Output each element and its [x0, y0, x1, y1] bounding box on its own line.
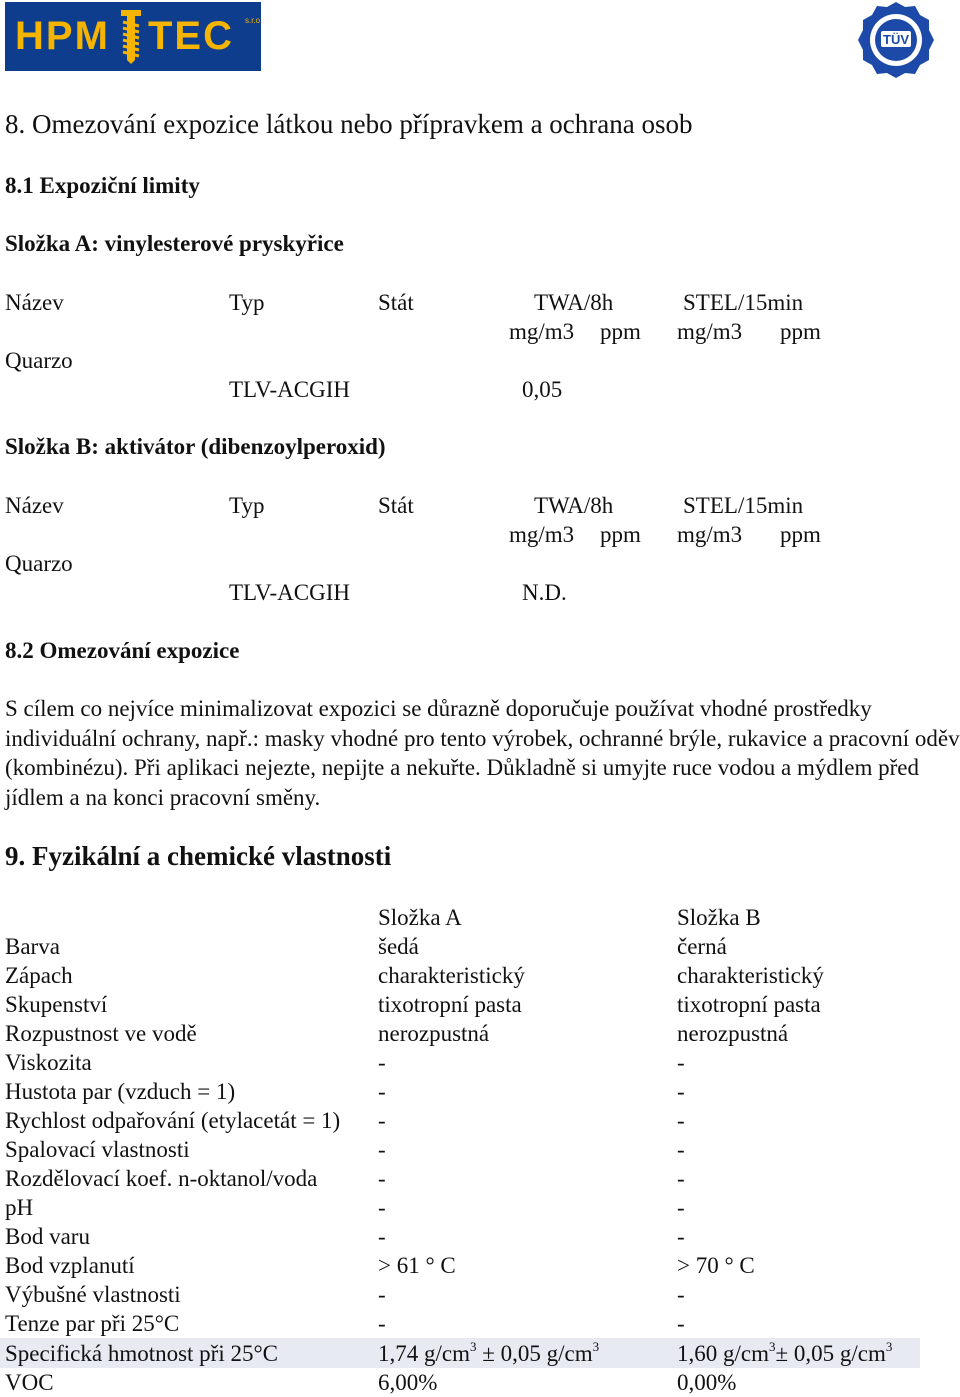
- property-label: Rozdělovací koef. n-oktanol/voda: [5, 1166, 318, 1191]
- property-label: pH: [5, 1195, 34, 1220]
- unit-ppm-stel: ppm: [780, 522, 821, 547]
- voc-label: VOC: [5, 1370, 54, 1395]
- property-label: Viskozita: [5, 1050, 92, 1075]
- col-stat: Stát: [378, 290, 414, 315]
- col-typ: Typ: [229, 290, 265, 315]
- property-label: Výbušné vlastnosti: [5, 1282, 181, 1307]
- density-a-value: 1,74 g/cm: [378, 1341, 470, 1366]
- property-label: Zápach: [5, 963, 73, 988]
- section-9-number: 9.: [5, 841, 26, 871]
- property-value-a: -: [378, 1282, 386, 1307]
- col-nazev: Název: [5, 290, 64, 315]
- unit-ppm-stel: ppm: [780, 319, 821, 344]
- svg-text:TÜV: TÜV: [883, 32, 909, 47]
- col-stel: STEL/15min: [683, 493, 804, 518]
- density-a-exp: 3: [470, 1339, 477, 1354]
- col-header-b: Složka B: [677, 905, 761, 930]
- substance-name: Quarzo: [5, 551, 73, 576]
- logo-suffix: s.r.o.: [245, 16, 263, 25]
- property-value-a: tixotropní pasta: [378, 992, 522, 1017]
- property-value-a: -: [378, 1108, 386, 1133]
- section-8-2-title: 8.2 Omezování expozice: [5, 638, 240, 663]
- property-value-a: -: [378, 1224, 386, 1249]
- component-a-heading: Složka A: vinylesterové pryskyřice: [5, 231, 344, 256]
- component-b-heading: Složka B: aktivátor (dibenzoylperoxid): [5, 434, 386, 459]
- col-typ: Typ: [229, 493, 265, 518]
- substance-name: Quarzo: [5, 348, 73, 373]
- density-b-exp: 3: [769, 1339, 776, 1354]
- property-label: Barva: [5, 934, 60, 959]
- property-value-b: černá: [677, 934, 727, 959]
- col-twa: TWA/8h: [534, 493, 614, 518]
- unit-mg-stel: mg/m3: [677, 319, 743, 344]
- property-value-a: nerozpustná: [378, 1021, 490, 1046]
- density-label: Specifická hmotnost při 25°C: [5, 1341, 279, 1366]
- limit-type: TLV-ACGIH: [229, 377, 350, 402]
- screw-icon: [118, 10, 144, 64]
- unit-ppm-twa: ppm: [600, 319, 641, 344]
- col-stat: Stát: [378, 493, 414, 518]
- property-value-b: -: [677, 1050, 685, 1075]
- voc-b: 0,00%: [677, 1370, 737, 1395]
- col-twa: TWA/8h: [534, 290, 614, 315]
- property-value-b: charakteristický: [677, 963, 824, 988]
- voc-a: 6,00%: [378, 1370, 438, 1395]
- property-value-a: > 61 ° C: [378, 1253, 456, 1278]
- density-a-tol: ± 0,05 g/cm: [476, 1341, 593, 1366]
- density-a-exp2: 3: [592, 1339, 600, 1354]
- density-b: [677, 1339, 892, 1368]
- tuv-cert-icon: [857, 1, 935, 79]
- limit-type: TLV-ACGIH: [229, 580, 350, 605]
- property-value-b: -: [677, 1079, 685, 1104]
- property-label: Bod vzplanutí: [5, 1253, 135, 1278]
- col-header-a: Složka A: [378, 905, 462, 930]
- density-b-tol: ± 0,05 g/cm: [775, 1341, 886, 1366]
- property-value-a: -: [378, 1166, 386, 1191]
- logo-text-right: TEC: [148, 14, 234, 58]
- property-value-b: -: [677, 1195, 685, 1220]
- property-value-a: -: [378, 1079, 386, 1104]
- property-value-a: -: [378, 1137, 386, 1162]
- exposure-paragraph: S cílem co nejvíce minimalizovat expozici se důrazně doporučuje používat vhodné prostředky individuální ochrany, např.: masky vhodné pro tento výrobek, ochranné brýle, rukavice a pracovní oděv (kombinézu). Při aplikaci nejezte, nepijte a nekuřte. Důkladně si umyjte ruce vodou a mýdlem před jídlem a na konci pracovní směny.: [5, 696, 960, 810]
- property-value-b: -: [677, 1224, 685, 1249]
- density-a: [378, 1339, 599, 1368]
- property-value-a: šedá: [378, 934, 419, 959]
- property-value-a: -: [378, 1050, 386, 1075]
- unit-mg-stel: mg/m3: [677, 522, 743, 547]
- density-b-exp2: 3: [885, 1339, 893, 1354]
- property-value-b: -: [677, 1166, 685, 1191]
- property-label: Rozpustnost ve vodě: [5, 1021, 197, 1046]
- col-nazev: Název: [5, 493, 64, 518]
- logo-text-left: HPM: [15, 14, 110, 58]
- property-label: Tenze par při 25°C: [5, 1311, 180, 1336]
- property-label: Skupenství: [5, 992, 108, 1017]
- company-logo: [5, 2, 261, 71]
- property-label: Bod varu: [5, 1224, 90, 1249]
- col-stel: STEL/15min: [683, 290, 804, 315]
- property-value-a: -: [378, 1311, 386, 1336]
- unit-mg-twa: mg/m3: [509, 522, 575, 547]
- property-value-b: -: [677, 1282, 685, 1307]
- property-value-a: -: [378, 1195, 386, 1220]
- density-b-value: 1,60 g/cm: [677, 1341, 769, 1366]
- property-value-b: -: [677, 1311, 685, 1336]
- property-label: Hustota par (vzduch = 1): [5, 1079, 236, 1104]
- section-9-title: [5, 842, 391, 871]
- limit-value: 0,05: [522, 377, 563, 402]
- property-value-b: nerozpustná: [677, 1021, 789, 1046]
- property-value-b: -: [677, 1108, 685, 1133]
- section-9-text: Fyzikální a chemické vlastnosti: [32, 841, 392, 871]
- property-value-b: tixotropní pasta: [677, 992, 821, 1017]
- property-label: Spalovací vlastnosti: [5, 1137, 190, 1162]
- limit-value: N.D.: [522, 580, 567, 605]
- unit-mg-twa: mg/m3: [509, 319, 575, 344]
- section-8-title: 8. Omezování expozice látkou nebo přípravkem a ochrana osob: [5, 109, 693, 139]
- property-label: Rychlost odpařování (etylacetát = 1): [5, 1108, 341, 1133]
- property-value-a: charakteristický: [378, 963, 525, 988]
- property-value-b: -: [677, 1137, 685, 1162]
- section-8-1-title: 8.1 Expoziční limity: [5, 173, 200, 198]
- unit-ppm-twa: ppm: [600, 522, 641, 547]
- property-value-b: > 70 ° C: [677, 1253, 755, 1278]
